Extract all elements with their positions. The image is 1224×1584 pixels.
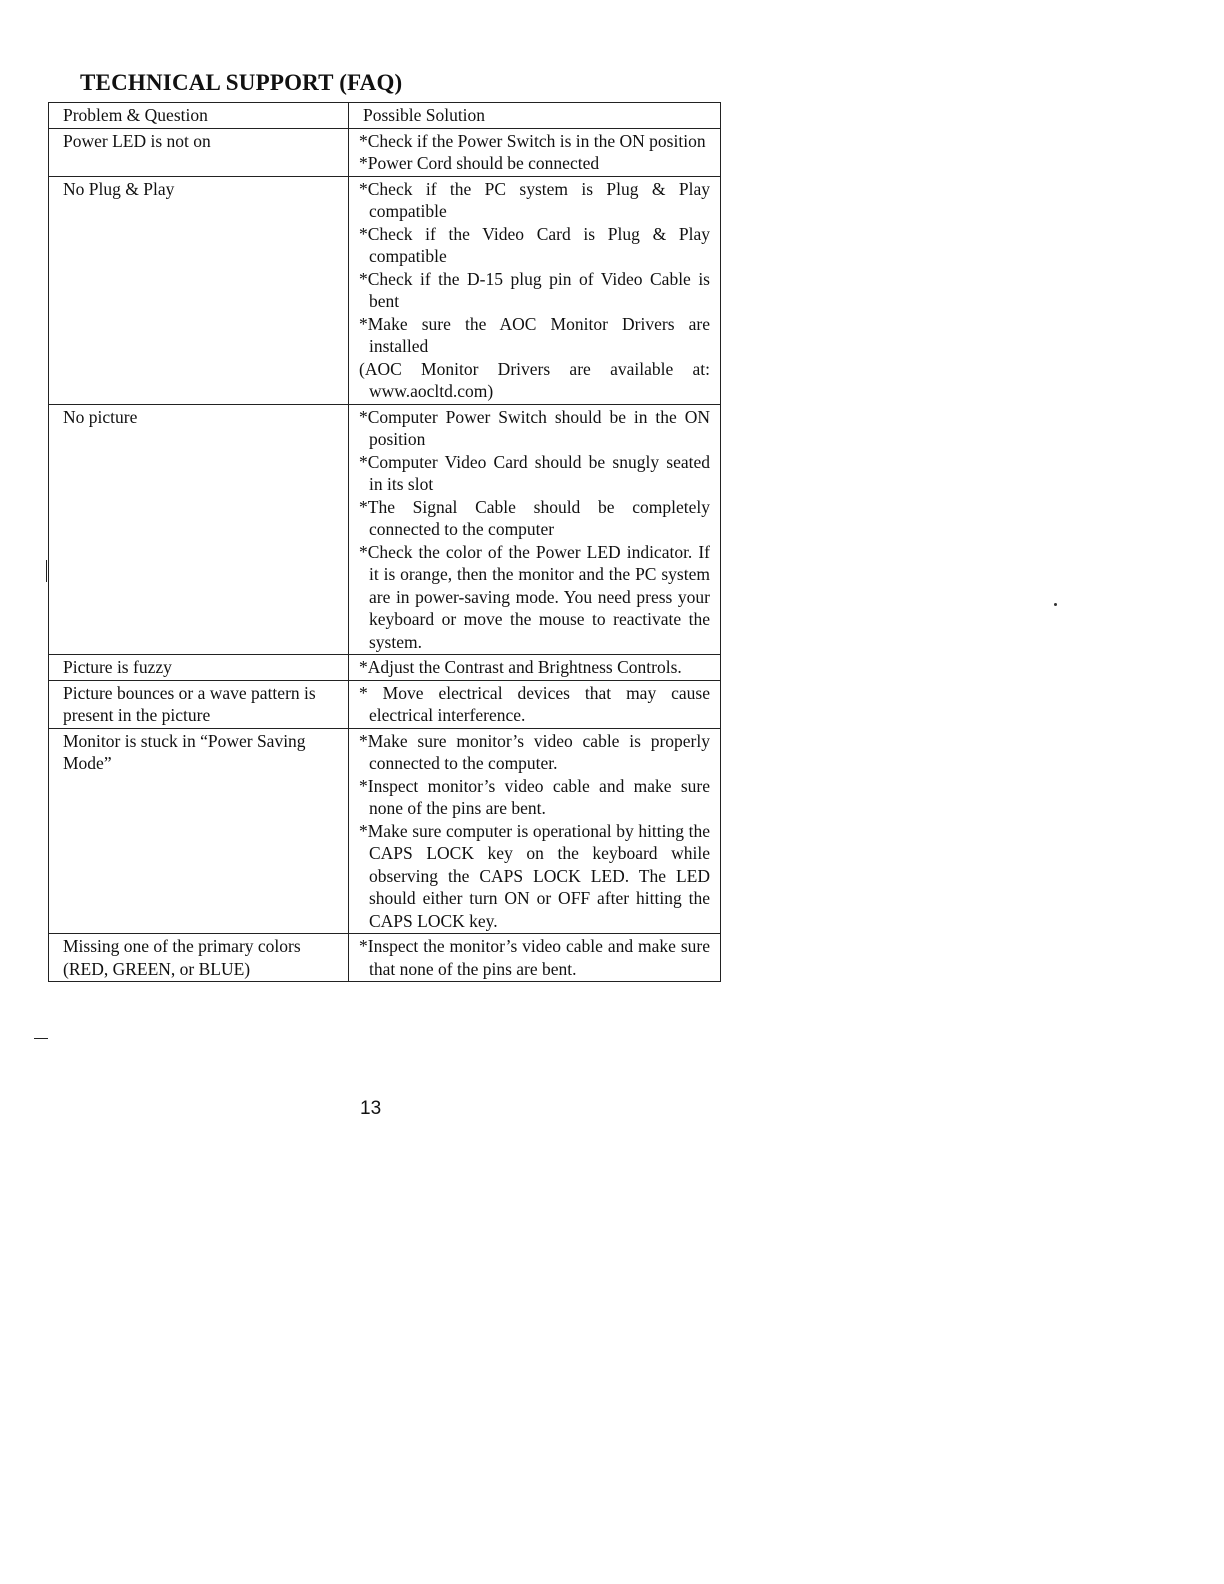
margin-mark — [34, 1038, 48, 1039]
scan-speck — [1054, 603, 1057, 606]
table-row — [49, 680, 721, 728]
solution-cell — [349, 128, 721, 176]
problem-cell: Picture bounces or a wave pattern is present in the picture — [49, 680, 349, 728]
solution-line: *Check if the Video Card is Plug & Play compatible — [359, 223, 710, 266]
solution-line: *The Signal Cable should be completely connected to the computer — [359, 496, 710, 539]
solution-cell — [349, 728, 721, 934]
table-row — [49, 176, 721, 404]
table-row — [49, 404, 721, 655]
solution-line: *Check if the PC system is Plug & Play compatible — [359, 178, 710, 221]
solution-line: *Inspect the monitor’s video cable and make sure that none of the pins are bent. — [359, 936, 710, 979]
problem-cell: No picture — [49, 404, 349, 655]
problem-cell: No Plug & Play — [49, 176, 349, 404]
solution-line: *Power Cord should be connected — [359, 153, 600, 173]
problem-cell: Monitor is stuck in “Power Saving Mode” — [49, 728, 349, 934]
solution-line: *Make sure monitor’s video cable is properly connected to the computer. — [359, 730, 710, 773]
solution-cell — [349, 680, 721, 728]
faq-table — [48, 102, 721, 982]
problem-cell: Picture is fuzzy — [49, 655, 349, 681]
solution-line: *Make sure the AOC Monitor Drivers are installed — [359, 313, 710, 356]
header-problem: Problem & Question — [49, 103, 349, 129]
table-header-row — [49, 103, 721, 129]
solution-cell — [349, 934, 721, 982]
faq-rows — [49, 128, 721, 982]
solution-cell — [349, 176, 721, 404]
solution-line: *Check the color of the Power LED indicator. If it is orange, then the monitor and the PC system are in power-saving mode. You need press your keyboard or move the mouse to reactivate the system. — [359, 541, 710, 652]
table-row — [49, 728, 721, 934]
table-row — [49, 128, 721, 176]
solution-line: *Adjust the Contrast and Brightness Controls. — [359, 657, 682, 677]
problem-cell: Power LED is not on — [49, 128, 349, 176]
solution-line: *Computer Power Switch should be in the ON position — [359, 406, 710, 449]
solution-line: *Computer Video Card should be snugly seated in its slot — [359, 451, 710, 494]
problem-cell: Missing one of the primary colors (RED, GREEN, or BLUE) — [49, 934, 349, 982]
solution-line: * Move electrical devices that may cause electrical interference. — [359, 682, 710, 725]
header-solution: Possible Solution — [349, 103, 721, 129]
solution-cell — [349, 404, 721, 655]
solution-cell — [349, 655, 721, 681]
solution-line: *Inspect monitor’s video cable and make sure none of the pins are bent. — [359, 775, 710, 818]
solution-line: *Check if the Power Switch is in the ON position — [359, 130, 706, 151]
table-row — [49, 934, 721, 982]
page-title: TECHNICAL SUPPORT (FAQ) — [80, 70, 403, 95]
solution-line: *Check if the D-15 plug pin of Video Cable is bent — [359, 268, 710, 311]
page-number: 13 — [360, 1098, 382, 1119]
table-row — [49, 655, 721, 681]
solution-line: *Make sure computer is operational by hitting the CAPS LOCK key on the keyboard while observing the CAPS LOCK LED. The LED should either turn ON or OFF after hitting the CAPS LOCK key. — [359, 820, 710, 931]
margin-mark — [46, 560, 47, 582]
solution-line: (AOC Monitor Drivers are available at: www.aocltd.com) — [359, 358, 710, 401]
